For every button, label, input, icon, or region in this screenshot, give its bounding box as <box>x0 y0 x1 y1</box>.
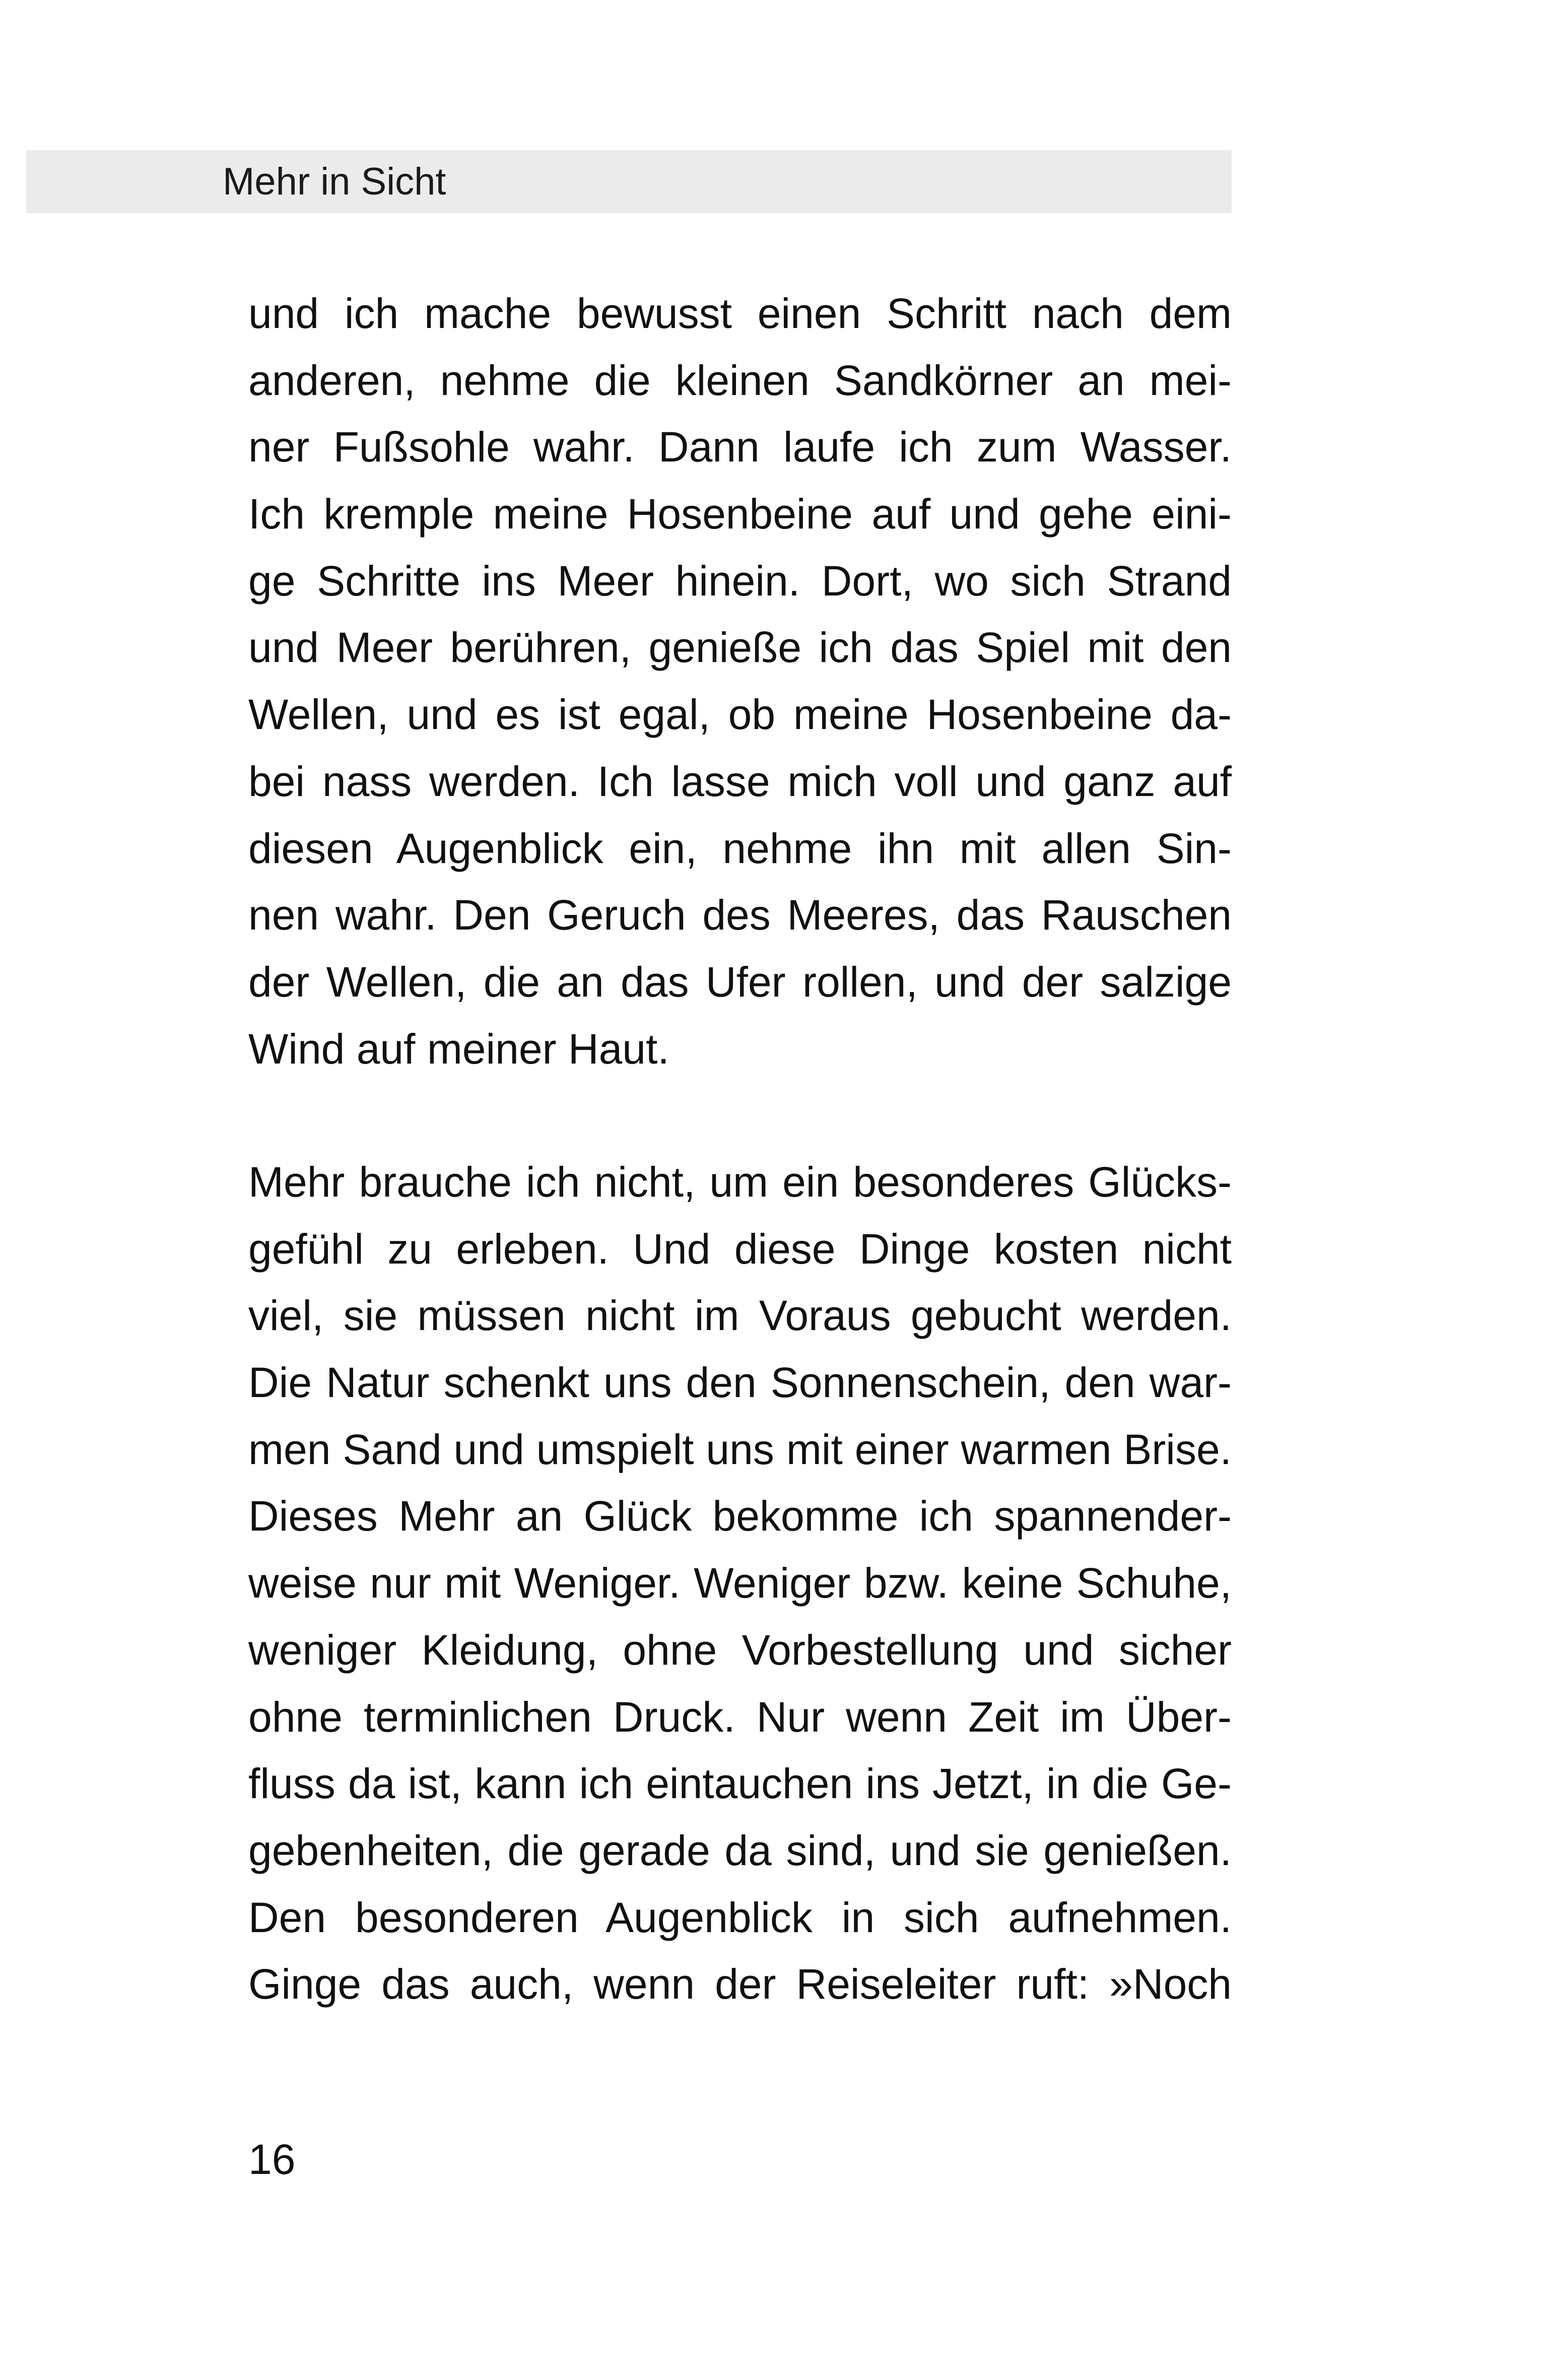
text-line: Ich kremple meine Hosenbeine auf und gehe eini- <box>248 490 1232 538</box>
text-line: viel, sie müssen nicht im Voraus gebucht werden. <box>248 1292 1232 1340</box>
text-line: Ginge das auch, wenn der Reiseleiter ruft: »Noch <box>248 1960 1232 2008</box>
text-line: nen wahr. Den Geruch des Meeres, das Rauschen <box>248 891 1232 939</box>
text-line: Die Natur schenkt uns den Sonnenschein, den war- <box>248 1359 1232 1407</box>
text-line: Mehr brauche ich nicht, um ein besonderes Glücks- <box>248 1158 1232 1206</box>
paragraph-1 <box>248 280 1232 1082</box>
running-header-title: Mehr in Sicht <box>223 160 446 203</box>
text-line: Den besonderen Augenblick in sich aufnehmen. <box>248 1893 1232 1941</box>
text-line: Dieses Mehr an Glück bekomme ich spannender- <box>248 1492 1232 1540</box>
text-line: der Wellen, die an das Ufer rollen, und der salzige <box>248 958 1232 1006</box>
text-line: bei nass werden. Ich lasse mich voll und ganz auf <box>248 757 1232 805</box>
text-line: und ich mache bewusst einen Schritt nach dem <box>248 290 1232 337</box>
text-line: weise nur mit Weniger. Weniger bzw. keine Schuhe, <box>248 1559 1232 1607</box>
text-line: und Meer berühren, genieße ich das Spiel mit den <box>248 624 1232 672</box>
text-line: ner Fußsohle wahr. Dann laufe ich zum Wasser. <box>248 423 1232 471</box>
page-number: 16 <box>248 2136 296 2183</box>
paragraph-2 <box>248 1149 1232 2018</box>
text-line: Wellen, und es ist egal, ob meine Hosenbeine da- <box>248 691 1232 739</box>
text-line: diesen Augenblick ein, nehme ihn mit allen Sin- <box>248 824 1232 872</box>
text-line: fluss da ist, kann ich eintauchen ins Jetzt, in die Ge- <box>248 1760 1232 1808</box>
text-line: men Sand und umspielt uns mit einer warmen Brise. <box>248 1425 1232 1473</box>
running-header-bar <box>26 150 1232 213</box>
text-line: ge Schritte ins Meer hinein. Dort, wo sich Strand <box>248 557 1232 605</box>
text-line: weniger Kleidung, ohne Vorbestellung und sicher <box>248 1626 1232 1674</box>
text-line: anderen, nehme die kleinen Sandkörner an mei- <box>248 356 1232 404</box>
text-line: gebenheiten, die gerade da sind, und sie genießen. <box>248 1826 1232 1874</box>
text-line: ohne terminlichen Druck. Nur wenn Zeit im Über- <box>248 1693 1232 1741</box>
text-line: gefühl zu erleben. Und diese Dinge kosten nicht <box>248 1225 1232 1273</box>
text-line: Wind auf meiner Haut. <box>248 1025 669 1073</box>
